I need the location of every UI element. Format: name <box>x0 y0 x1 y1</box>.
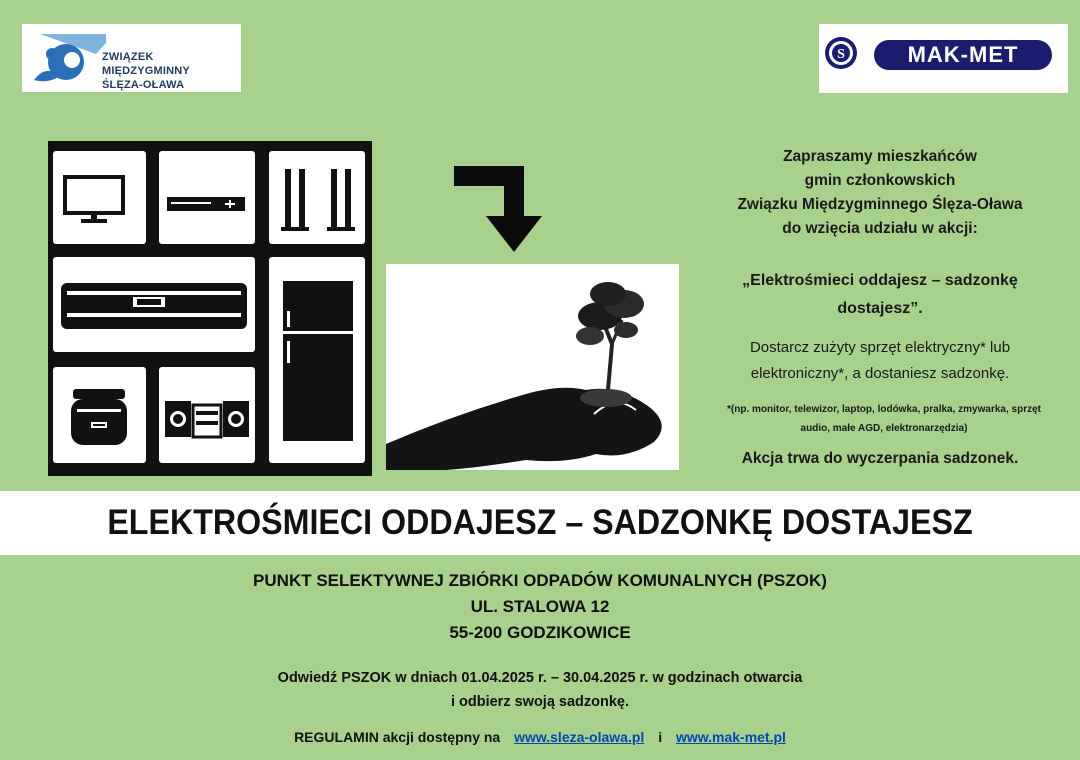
slogan-line: „Elektrośmieci oddajesz – sadzonkę <box>742 272 1018 289</box>
arrow-down-right-icon <box>450 160 560 256</box>
rice-cooker-icon <box>53 367 146 463</box>
address-line: 55-200 GODZIKOWICE <box>449 623 631 642</box>
logo-left-line1: ZWIĄZEK MIĘDZYGMINNY <box>102 51 190 77</box>
invitation-text <box>680 145 1080 241</box>
visit-dates <box>0 666 1080 714</box>
mak-met-seal-icon <box>824 36 858 70</box>
campaign-slogan <box>720 267 1040 323</box>
hand-with-tree-photo <box>386 264 679 470</box>
dvd-player-icon <box>159 151 255 244</box>
speakers-cell <box>269 151 365 244</box>
mak-met-wordmark: MAK-MET <box>874 40 1052 70</box>
speakers-icon <box>269 151 365 244</box>
stereo-icon <box>159 367 255 463</box>
address-line: PUNKT SELEKTYWNEJ ZBIÓRKI ODPADÓW KOMUNALNYCH (PSZOK) <box>253 571 827 590</box>
fridge-cell <box>269 257 365 463</box>
link-mak-met[interactable]: www.mak-met.pl <box>675 729 786 745</box>
delivery-instructions <box>700 335 1060 387</box>
stereo-cell <box>159 367 255 463</box>
rules-separator: i <box>658 729 663 745</box>
rice-cooker-cell <box>53 367 146 463</box>
invite-line: Zapraszamy mieszkańców <box>783 148 977 165</box>
rules-line <box>0 729 1080 745</box>
tv-icon <box>53 151 146 244</box>
invite-line: Związku Międzygminnego Ślęza-Oława <box>737 196 1023 213</box>
air-conditioner-cell <box>53 257 255 352</box>
air-conditioner-icon <box>53 257 255 352</box>
invite-line: gmin członkowskich <box>804 172 956 189</box>
banner-title: ELEKTROŚMIECI ODDAJESZ – SADZONKĘ DOSTAJESZ <box>107 503 973 542</box>
dvd-cell <box>159 151 255 244</box>
link-sleza-olawa[interactable]: www.sleza-olawa.pl <box>514 729 645 745</box>
campaign-duration-note: Akcja trwa do wyczerpania sadzonek. <box>741 450 1019 467</box>
hand-with-tree-icon <box>386 264 679 470</box>
appliances-grid <box>48 141 372 476</box>
logo-left-line2: ŚLĘZA-OŁAWA <box>102 79 185 91</box>
visit-line: i odbierz swoją sadzonkę. <box>450 694 630 710</box>
rules-prefix: REGULAMIN akcji dostępny na <box>294 729 501 745</box>
fridge-icon <box>269 257 365 463</box>
examples-line: *(np. monitor, telewizor, laptop, lodówka, pralka, zmywarka, sprzęt <box>727 404 1041 415</box>
svg-text:S: S <box>837 47 845 62</box>
address-line: UL. STALOWA 12 <box>470 597 610 616</box>
visit-line: Odwiedź PSZOK w dniach 01.04.2025 r. – 30.04.2025 r. w godzinach otwarcia <box>277 670 803 686</box>
examples-line: audio, małe AGD, elektronarzędzia) <box>800 423 968 434</box>
equipment-examples-note <box>692 400 1076 438</box>
logo-zwiazek-sleza-olawa <box>22 24 241 92</box>
slogan-line: dostajesz”. <box>837 300 923 317</box>
title-banner <box>0 491 1080 555</box>
deliver-line: Dostarcz zużyty sprzęt elektryczny* lub <box>749 339 1011 356</box>
tv-cell <box>53 151 146 244</box>
pszok-address <box>0 568 1080 646</box>
logo-mak-met <box>819 24 1068 93</box>
deliver-line: elektroniczny*, a dostaniesz sadzonkę. <box>750 365 1010 382</box>
water-drop-logo-icon <box>26 24 106 92</box>
invite-line: do wzięcia udziału w akcji: <box>782 220 978 237</box>
